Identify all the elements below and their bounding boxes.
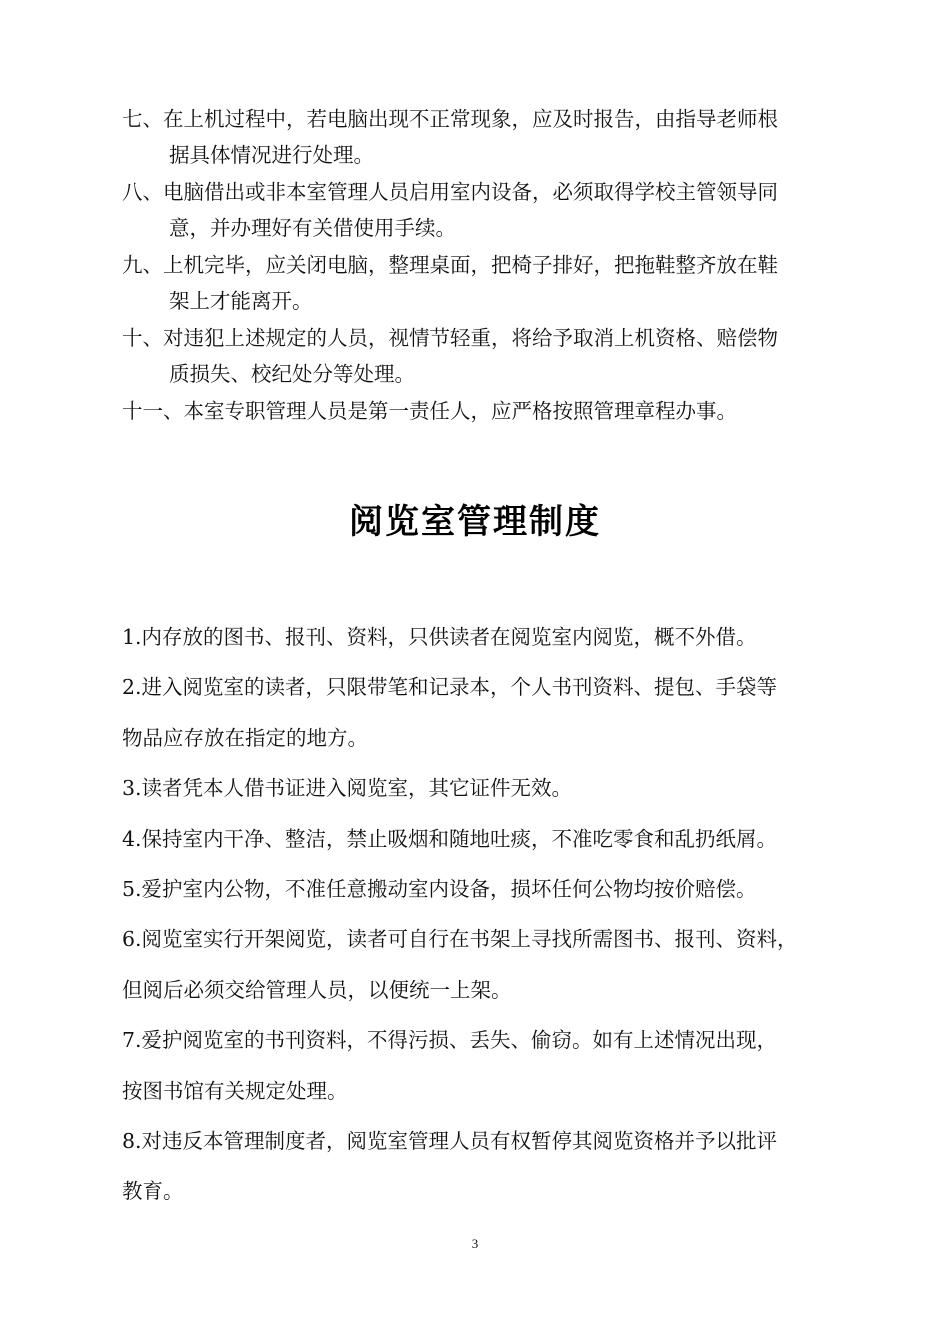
rule-line: 七、在上机过程中，若电脑出现不正常现象，应及时报告，由指导老师根 [122,107,778,131]
rule-line: 十一、本室专职管理人员是第一责任人，应严格按照管理章程办事。 [122,399,737,423]
rule-line: 按图书馆有关规定处理。 [122,1078,348,1103]
rule-line: 8.对违反本管理制度者，阅览室管理人员有权暂停其阅览资格并予以批评 [122,1129,778,1154]
rule-line: 物品应存放在指定的地方。 [122,725,368,750]
rule-line: 6.阅览室实行开架阅览，读者可自行在书架上寻找所需图书、报刊、资料， [122,927,798,952]
rule-line: 八、电脑借出或非本室管理人员启用室内设备，必须取得学校主管领导同 [122,180,778,204]
rule-line: 4.保持室内干净、整洁，禁止吸烟和随地吐痰，不准吃零食和乱扔纸屑。 [122,826,778,851]
reading-rule-2 [122,662,842,763]
page-number: 3 [471,1236,479,1251]
section-title: 阅览室管理制度 [349,502,601,542]
rule-line: 教育。 [122,1179,184,1204]
rule-line: 2.进入阅览室的读者，只限带笔和记录本，个人书刊资料、提包、手袋等 [122,675,778,700]
rule-item-8 [122,174,846,246]
rule-item-11 [122,393,846,429]
reading-rule-3 [122,763,842,813]
computer-room-rules-list [122,101,846,430]
reading-room-rules-list [122,612,842,1217]
rule-line: 7.爱护阅览室的书刊资料，不得污损、丢失、偷窃。如有上述情况出现， [122,1028,778,1053]
rule-line: 九、上机完毕，应关闭电脑，整理桌面，把椅子排好，把拖鞋整齐放在鞋 [122,253,778,277]
reading-rule-4 [122,814,842,864]
rule-line: 架上才能离开。 [169,289,313,313]
rule-line: 质损失、校纪处分等处理。 [169,362,415,386]
rule-line: 1.内存放的图书、报刊、资料，只供读者在阅览室内阅览，概不外借。 [122,625,757,649]
reading-rule-6 [122,914,842,1015]
rule-line: 十、对违犯上述规定的人员，视情节轻重，将给予取消上机资格、赔偿物 [122,326,778,350]
reading-rule-1 [122,612,842,662]
rule-line: 据具体情况进行处理。 [169,143,374,167]
rule-item-10 [122,320,846,392]
reading-rule-5 [122,864,842,914]
rule-line: 3.读者凭本人借书证进入阅览室，其它证件无效。 [122,776,573,801]
rule-line: 5.爱护室内公物，不准任意搬动室内设备，损坏任何公物均按价赔偿。 [122,877,757,902]
rule-line: 意，并办理好有关借使用手续。 [169,216,456,240]
rule-item-9 [122,247,846,319]
reading-rule-8 [122,1116,842,1217]
reading-rule-7 [122,1015,842,1116]
rule-item-7 [122,101,846,173]
rule-line: 但阅后必须交给管理人员，以便统一上架。 [122,977,512,1002]
